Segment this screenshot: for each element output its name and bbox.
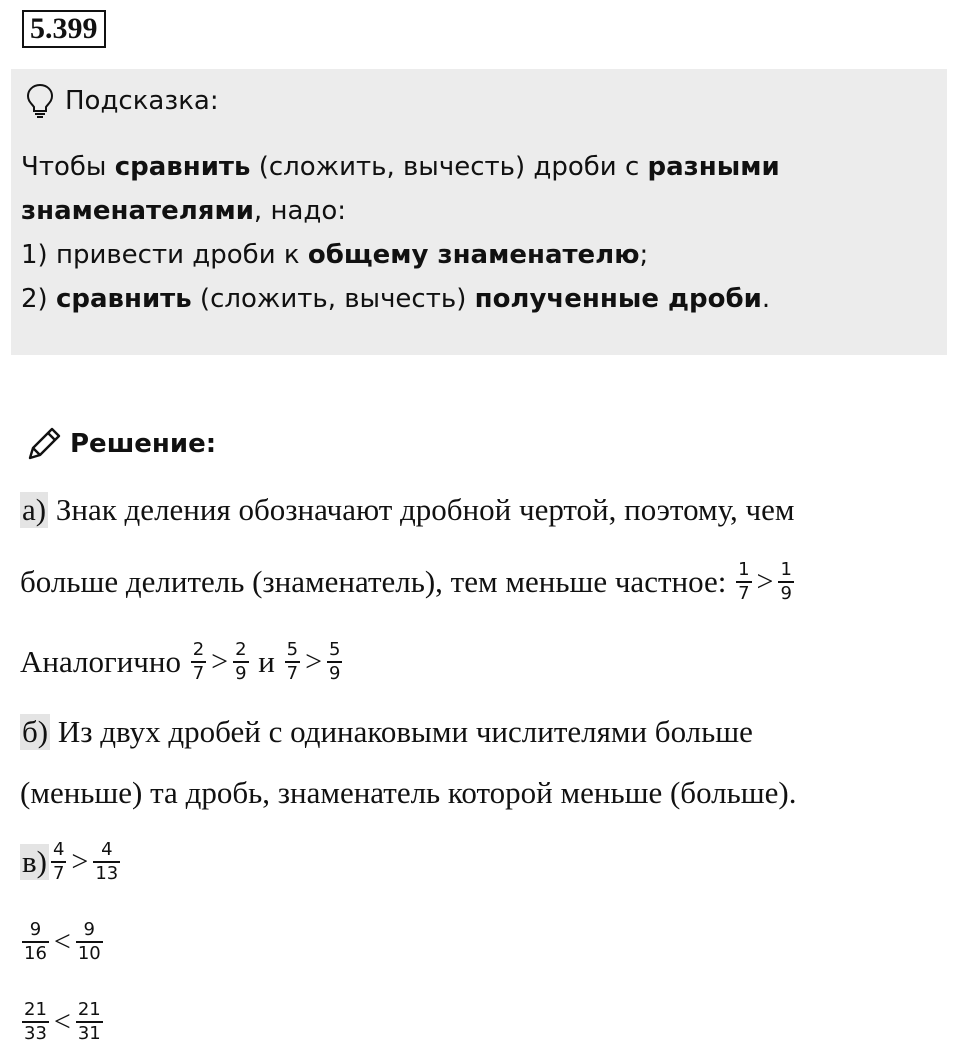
solution-b-line-1 [20,710,753,754]
solution-c-line-2 [20,912,105,972]
item-marker-c: в) [22,844,47,879]
denominator: 9 [329,663,341,684]
numerator: 21 [77,999,101,1020]
hint-text: 2) [21,284,56,314]
relation-sign: > [71,845,89,878]
denominator: 7 [192,663,205,684]
numerator: 2 [192,639,205,660]
hint-text: Чтобы [21,152,115,182]
numerator: 9 [83,919,95,940]
hint-header [25,83,219,119]
numerator: 9 [29,919,42,940]
numerator: 1 [780,559,792,580]
hint-bold: сравнить [114,152,251,182]
denominator: 31 [77,1023,101,1044]
hint-text: . [761,284,771,314]
hint-text: ; [639,240,649,270]
numerator: 5 [286,639,299,660]
fraction [51,839,66,885]
numerator: 2 [235,639,247,660]
denominator: 33 [24,1023,47,1044]
hint-bold: сравнить [55,284,192,314]
relation-sign: > [756,565,774,598]
numerator: 4 [52,839,65,860]
solution-a-line-1 [20,488,794,532]
item-marker-a: а) [22,492,47,527]
hint-text: , надо: [253,196,347,226]
fraction [76,999,103,1045]
hint-line-4 [21,277,921,321]
solution-text: больше делитель (знаменатель), тем меньше частное: [20,564,735,599]
numerator: 21 [24,999,47,1020]
solution-a-line-3 [20,634,344,690]
solution-c-line-1 [20,832,122,892]
hint-body [21,145,921,321]
denominator: 16 [24,943,47,964]
fraction [22,919,49,965]
hint-text: (сложить, вычесть) дроби с [250,152,648,182]
solution-title: Решение: [70,429,217,459]
denominator: 9 [780,583,792,604]
pencil-icon [24,424,64,464]
fraction [76,919,103,965]
denominator: 10 [77,943,101,964]
relation-sign: < [53,925,71,958]
fraction [93,839,120,885]
relation-sign: > [305,645,323,678]
hint-title: Подсказка: [65,86,219,116]
solution-text: и [250,644,283,679]
denominator: 7 [738,583,750,604]
hint-bold: разными [647,152,780,182]
relation-sign: < [53,1005,71,1038]
numerator: 4 [101,839,113,860]
fraction [233,639,248,685]
solution-text: (меньше) та дробь, знаменатель которой меньше (больше). [20,775,797,810]
fraction [285,639,300,685]
problem-number: 5.399 [22,10,106,48]
hint-bold: полученные дроби [474,284,762,314]
numerator: 5 [329,639,341,660]
denominator: 7 [286,663,299,684]
solution-a-line-2 [20,554,796,610]
numerator: 1 [738,559,750,580]
solution-text: Знак деления обозначают дробной чертой, поэтому, чем [48,492,795,527]
solution-header [24,424,216,464]
denominator: 9 [235,663,247,684]
fraction [736,559,751,605]
solution-b-line-2 [20,771,796,815]
hint-bold: общему знаменателю [307,240,640,270]
denominator: 13 [95,863,119,884]
hint-line-2 [21,189,921,233]
fraction [22,999,49,1045]
solution-text: Из двух дробей с одинаковыми числителями больше [50,714,753,749]
lightbulb-icon [25,83,55,119]
hint-line-1 [21,145,921,189]
relation-sign: > [211,645,229,678]
solution-text: Аналогично [20,644,189,679]
hint-line-3 [21,233,921,277]
fraction [778,559,793,605]
hint-text: 1) привести дроби к [21,240,308,270]
hint-box [11,69,947,355]
denominator: 7 [52,863,65,884]
solution-c-line-3 [20,992,105,1052]
hint-bold: знаменателями [21,196,254,226]
fraction [191,639,206,685]
item-marker-b: б) [22,714,49,749]
fraction [327,639,342,685]
hint-text: (сложить, вычесть) [191,284,475,314]
